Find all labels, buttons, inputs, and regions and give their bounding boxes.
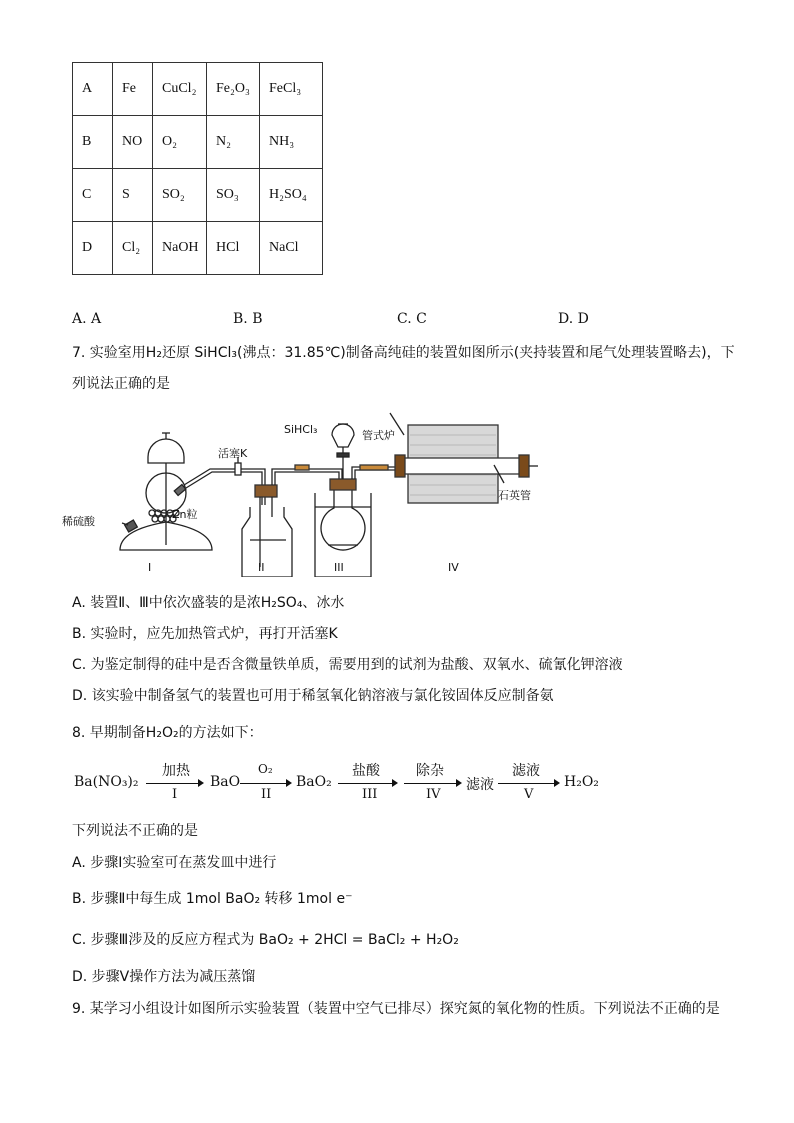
step-5-bottom: V <box>524 787 534 802</box>
table-cell: Cl₂ <box>113 222 153 275</box>
table-cell: N₂ <box>207 116 260 169</box>
table-cell: NO <box>113 116 153 169</box>
product-2: BaO₂ <box>296 774 332 790</box>
table-cell: H₂SO₄ <box>260 169 323 222</box>
quartz-tube <box>400 458 524 474</box>
q7-option-b: B. 实验时，应先加热管式炉，再打开活塞K <box>72 626 338 642</box>
q8-stem: 8. 早期制备H₂O₂的方法如下： <box>72 725 263 741</box>
label-acid: 稀硫酸 <box>62 515 95 528</box>
label-valve: 活塞K <box>218 447 248 460</box>
flow-step-5 <box>498 760 562 806</box>
choice-a: A. A <box>72 311 102 327</box>
q7-stem-line1: 7. 实验室用H₂还原 SiHCl₃(沸点：31.85℃)制备高纯硅的装置如图所示(夹持装置和尾气处理装置略去)，下 <box>72 345 735 361</box>
q8-option-a: A. 步骤Ⅰ实验室可在蒸发皿中进行 <box>72 855 277 871</box>
table-cell: C <box>73 169 113 222</box>
product-5: H₂O₂ <box>564 774 599 790</box>
table-cell: A <box>73 63 113 116</box>
table-row <box>73 116 323 169</box>
label-num-1: I <box>148 561 152 574</box>
options-table <box>72 62 323 275</box>
label-furnace: 管式炉 <box>362 429 395 442</box>
step-4-top: 除杂 <box>416 763 444 779</box>
table-cell: O₂ <box>153 116 207 169</box>
table-cell: Fe₂O₃ <box>207 63 260 116</box>
table-cell: D <box>73 222 113 275</box>
label-num-3: III <box>334 561 344 574</box>
step-3-top: 盐酸 <box>352 763 380 779</box>
flow-scheme <box>74 760 634 806</box>
label-num-4: IV <box>448 561 459 574</box>
table-row <box>73 63 323 116</box>
label-sihcl3: SiHCl₃ <box>284 423 318 436</box>
step-4-bottom: IV <box>426 787 441 802</box>
flow-step-2 <box>240 760 294 806</box>
table-cell: NaCl <box>260 222 323 275</box>
flow-step-3 <box>338 760 400 806</box>
choice-c: C. C <box>397 311 427 327</box>
table-row <box>73 169 323 222</box>
table-cell: NaOH <box>153 222 207 275</box>
q9-stem: 9. 某学习小组设计如图所示实验装置（装置中空气已排尽）探究氮的氧化物的性质。下列说法不正确的是 <box>72 1001 720 1017</box>
q7-option-c: C. 为鉴定制得的硅中是否含微量铁单质，需要用到的试剂为盐酸、双氧水、硫氰化钾溶液 <box>72 657 623 673</box>
q7-option-a: A. 装置Ⅱ、Ⅲ中依次盛装的是浓H₂SO₄、冰水 <box>72 595 345 611</box>
label-num-2: II <box>258 561 265 574</box>
step-4-arrow <box>404 783 460 784</box>
table-cell: B <box>73 116 113 169</box>
step-5-arrow <box>498 783 558 784</box>
bottle-ii <box>242 507 292 577</box>
step-2-arrow <box>240 783 290 784</box>
step-2-bottom: II <box>261 787 272 802</box>
table-cell: S <box>113 169 153 222</box>
step-1-top: 加热 <box>162 763 190 779</box>
step-3-arrow <box>338 783 396 784</box>
table-cell: Fe <box>113 63 153 116</box>
product-1: BaO <box>210 774 241 790</box>
table-row <box>73 222 323 275</box>
q7-option-d: D. 该实验中制备氢气的装置也可用于稀氢氧化钠溶液与氯化铵固体反应制备氨 <box>72 688 554 704</box>
flow-step-4 <box>404 760 464 806</box>
step-5-top: 滤液 <box>512 763 540 779</box>
flask-iii <box>321 490 365 550</box>
apparatus-figure <box>60 395 540 577</box>
step-1-arrow <box>146 783 202 784</box>
flow-start: Ba(NO₃)₂ <box>74 774 139 790</box>
label-zn: Zn粒 <box>172 508 198 521</box>
step-2-top: O₂ <box>258 762 273 776</box>
q7-stem-line2: 列说法正确的是 <box>72 376 170 392</box>
flow-step-1 <box>146 760 206 806</box>
q8-option-c: C. 步骤Ⅲ涉及的反应方程式为 BaO₂ + 2HCl = BaCl₂ + H₂O₂ <box>72 932 459 948</box>
step-1-bottom: I <box>172 787 178 802</box>
table-cell: SO₃ <box>207 169 260 222</box>
table-cell: SO₂ <box>153 169 207 222</box>
product-4: 滤液 <box>466 777 494 793</box>
table-cell: NH₃ <box>260 116 323 169</box>
label-quartz: 石英管 <box>498 489 531 502</box>
table-cell: FeCl₃ <box>260 63 323 116</box>
table-cell: CuCl₂ <box>153 63 207 116</box>
choice-d: D. D <box>558 311 589 327</box>
q8-question: 下列说法不正确的是 <box>72 823 198 839</box>
q8-option-d: D. 步骤Ⅴ操作方法为减压蒸馏 <box>72 969 256 985</box>
kipp-top-bulb <box>148 439 184 463</box>
choice-b: B. B <box>233 311 263 327</box>
q8-option-b: B. 步骤Ⅱ中每生成 1mol BaO₂ 转移 1mol e⁻ <box>72 891 353 907</box>
step-3-bottom: III <box>362 787 378 802</box>
table-cell: HCl <box>207 222 260 275</box>
